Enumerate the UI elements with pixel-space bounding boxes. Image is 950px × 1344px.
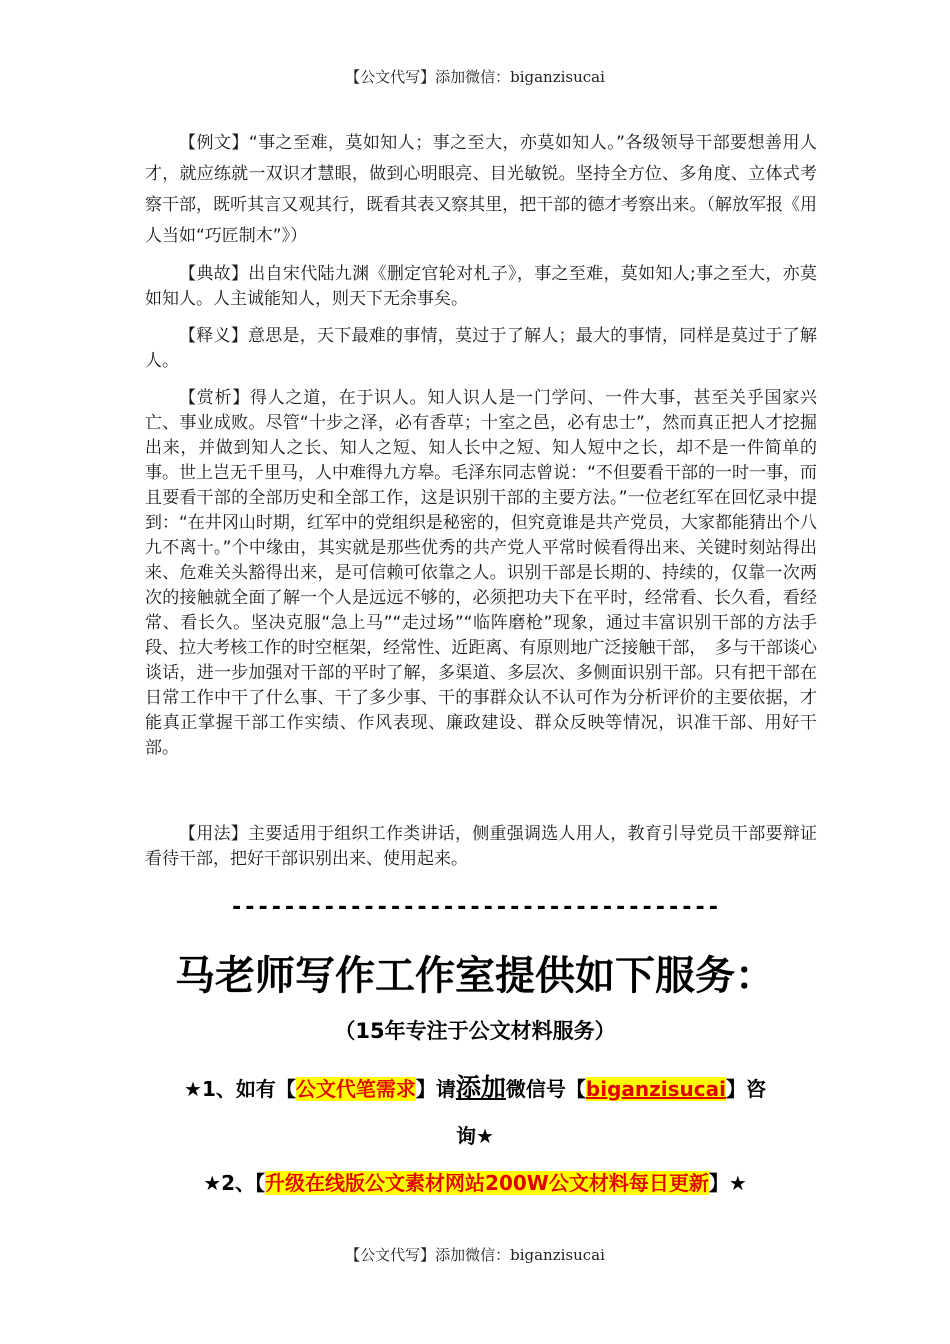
origin-paragraph: 【典故】出自宋代陆九渊《删定官轮对札子》，事之至难，莫如知人;事之至大，亦莫如知人。人主诚能知人，则天下无余事矣。 xyxy=(145,264,817,309)
ad-service-line-2 xyxy=(0,1167,950,1196)
analysis-paragraph: 【赏析】得人之道，在于识人。知人识人是一门学问、一件大事，甚至关乎国家兴亡、事业成败。尽管“十步之泽，必有香草；十室之邑，必有忠士”，然而真正把人才挖掘出来，并做到知人之长、知人之短、知人长中之短、知人短中之长，却不是一件简单的事。世上岂无千里马，人中难得九方皋。毛泽东同志曾说：“不但要看干部的一时一事，而且要看干部的全部历史和全部工作，这是识别干部的主要方法。”一位老红军在回忆录中提到：“在井冈山时期，红军中的党组织是秘密的，但究竟谁是共产党员，大家都能猜出个八九不离十。”个中缘由，其实就是那些优秀的共产党人平常时候看得出来、关键时刻站得出来、危难关头豁得出来，是可信赖可依靠之人。识别干部是长期的、持续的，仅靠一次两次的接触就全面了解一个人是远远不够的，必须把功夫下在平时，经常看、长久看，看经常、看长久。坚决克服“急上马”“走过场”“临阵磨枪”现象，通过丰富识别干部的方法手段、拉大考核工作的时空框架，经常性、近距离、有原则地广泛接触干部， 多与干部谈心谈话，进一步加强对干部的平时了解，多渠道、多层次、多侧面识别干部。只有把干部在日常工作中干了什么事、干了多少事、干的事群众认不认可作为分析评价的主要依据，才能真正掌握干部工作实绩、作风表现、廉政建设、群众反映等情况，识准干部、用好干部。 xyxy=(145,388,817,758)
page-footer: 【公文代写】添加微信：biganzisucai xyxy=(345,1246,605,1264)
ad-line1-suffix: 】咨 xyxy=(725,1077,766,1101)
ad-service-line-1-wrap: 询★ xyxy=(456,1124,494,1148)
ad-title: 马老师写作工作室提供如下服务： xyxy=(175,953,775,999)
ad-line1-highlight: 公文代笔需求 xyxy=(295,1077,416,1101)
ad-line1-mid2: 微信号【 xyxy=(505,1077,586,1101)
ad-subtitle: （15年专注于公文材料服务） xyxy=(334,1019,616,1043)
ad-line1-mid1: 】请 xyxy=(415,1077,456,1101)
page-header: 【公文代写】添加微信：biganzisucai xyxy=(345,68,605,86)
ad-service-line-1 xyxy=(0,1068,950,1104)
meaning-paragraph: 【释义】意思是，天下最难的事情，莫过于了解人；最大的事情，同样是莫过于了解人。 xyxy=(145,326,817,371)
ad-wechat-id: biganzisucai xyxy=(585,1077,726,1101)
usage-paragraph: 【用法】主要适用于组织工作类讲话，侧重强调选人用人，教育引导党员干部要辩证看待干部，把好干部识别出来、使用起来。 xyxy=(145,824,817,869)
example-paragraph: 【例文】“事之至难，莫如知人；事之至大，亦莫如知人。”各级领导干部要想善用人才，就应练就一双识才慧眼，做到心明眼亮、目光敏锐。坚持全方位、多角度、立体式考察干部，既听其言又观其行，既看其表又察其里，把干部的德才考察出来。（解放军报《用人当如“巧匠制木”》） xyxy=(145,133,817,246)
section-divider: ------------------------------------- xyxy=(229,895,721,920)
ad-line2-suffix: 】★ xyxy=(708,1171,747,1195)
ad-line2-highlight: 升级在线版公文素材网站200W公文材料每日更新 xyxy=(265,1171,709,1195)
ad-line2-prefix: ★2、【 xyxy=(203,1171,266,1195)
ad-line1-add: 添加 xyxy=(455,1073,506,1102)
ad-line1-prefix: ★1、如有【 xyxy=(184,1077,296,1101)
